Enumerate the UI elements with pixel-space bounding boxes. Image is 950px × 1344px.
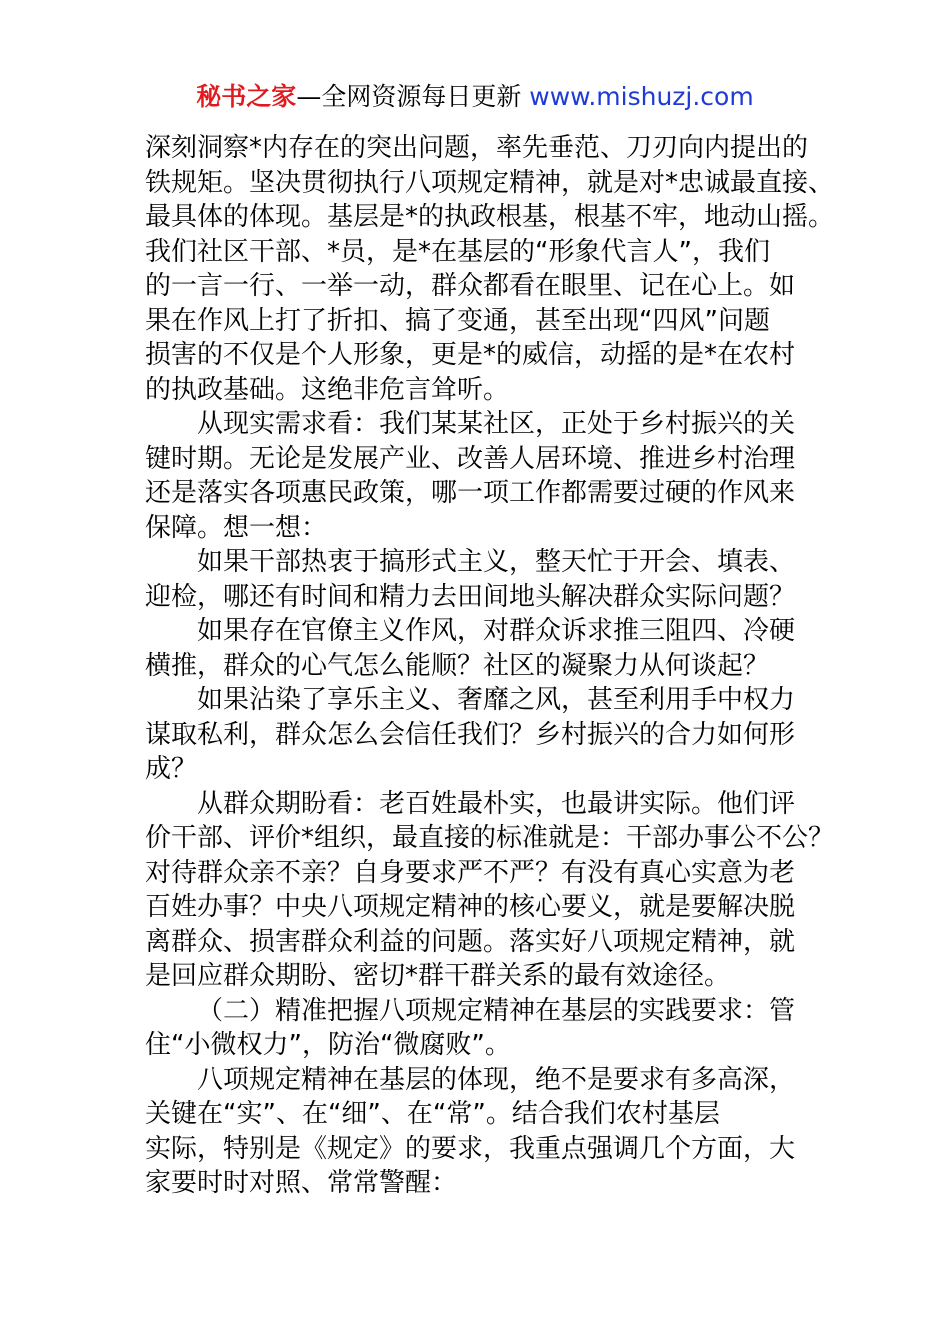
text-line: 价干部、评价*组织，最直接的标准就是：干部办事公不公？ [145,823,835,853]
text-line: 迎检，哪还有时间和精力去田间地头解决群众实际问题？ [145,581,796,612]
text-line: （二）精准把握八项规定精神在基层的实践要求：管 [197,995,796,1026]
text-line: 深刻洞察*内存在的突出问题，率先垂范、刀刃向内提出的 [145,133,809,163]
text-line: 如果干部热衷于搞形式主义，整天忙于开会、填表、 [197,547,796,577]
text-line: 还是落实各项惠民政策，哪一项工作都需要过硬的作风来 [145,478,796,508]
text-line: 从群众期盼看：老百姓最朴实，也最讲实际。他们评 [197,788,796,819]
text-line: 关键在“实”、在“细”、在“常”。结合我们农村基层 [145,1099,720,1129]
text-line: 家要时时对照、常常警醒： [145,1168,458,1198]
text-line: 离群众、损害群众利益的问题。落实好八项规定精神，就 [145,926,796,957]
text-line: 的执政基础。这绝非危言耸听。 [145,374,510,405]
site-url-link[interactable]: www.mishuzj.com [529,82,754,111]
text-line: 损害的不仅是个人形象，更是*的威信，动摇的是*在农村 [145,340,796,370]
text-line: 对待群众亲不亲？自身要求严不严？有没有真心实意为老 [145,857,796,888]
text-line: 保障。想一想： [145,512,328,543]
page-header [0,80,950,114]
text-line: 果在作风上打了折扣、搞了变通，甚至出现“四风”问题 [145,305,770,336]
text-line: 从现实需求看：我们某某社区，正处于乡村振兴的关 [197,409,796,439]
text-line: 横推，群众的心气怎么能顺？社区的凝聚力从何谈起？ [145,650,770,681]
text-line: 键时期。无论是发展产业、改善人居环境、推进乡村治理 [145,443,796,474]
text-line: 的一言一行、一举一动，群众都看在眼里、记在心上。如 [145,271,796,301]
text-line: 百姓办事？中央八项规定精神的核心要义，就是要解决脱 [145,892,796,922]
header-tagline: —全网资源每日更新 [296,82,522,111]
text-line: 如果沾染了享乐主义、奢靡之风，甚至利用手中权力 [197,685,796,715]
text-line: 八项规定精神在基层的体现，绝不是要求有多高深， [197,1064,796,1095]
text-line: 住“小微权力”，防治“微腐败”。 [145,1030,511,1060]
document-body [145,131,835,1201]
text-line: 最具体的体现。基层是*的执政根基，根基不牢，地动山摇。 [145,202,835,232]
text-line: 我们社区干部、*员，是*在基层的“形象代言人”，我们 [145,236,770,267]
text-line: 实际，特别是《规定》的要求，我重点强调几个方面，大 [145,1133,796,1164]
text-line: 是回应群众期盼、密切*群干群关系的最有效途径。 [145,961,731,991]
text-line: 谋取私利，群众怎么会信任我们？乡村振兴的合力如何形 [145,719,796,750]
text-line: 铁规矩。坚决贯彻执行八项规定精神，就是对*忠诚最直接、 [145,167,835,198]
brand-name: 秘书之家 [196,82,297,111]
text-line: 成？ [145,754,198,784]
text-line: 如果存在官僚主义作风，对群众诉求推三阻四、冷硬 [197,616,796,646]
